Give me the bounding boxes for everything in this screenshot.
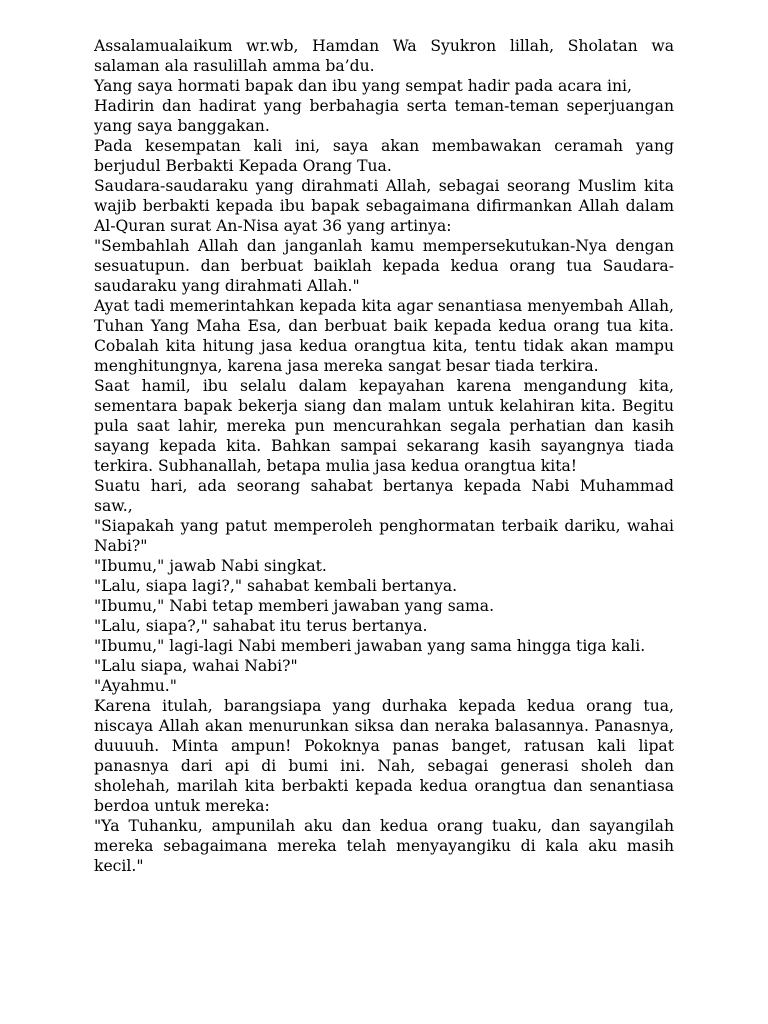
paragraph-honored-guests: Yang saya hormati bapak dan ibu yang sempat hadir pada acara ini, xyxy=(94,77,632,95)
paragraph-dialogue-answer-1: "Ibumu," jawab Nabi singkat. xyxy=(94,557,327,575)
paragraph-obligation: Saudara-saudaraku yang dirahmati Allah, sebagai seorang Muslim kita wajib berbakti kepada ibu bapak sebagaimana difirmankan Allah dalam Al-Quran surat An-Nisa ayat 36 yang artinya: xyxy=(94,177,674,235)
paragraph-verse-explanation: Ayat tadi memerintahkan kepada kita agar senantiasa menyembah Allah, Tuhan Yang Maha Esa, dan berbuat baik kepada kedua orang tua kita. Cobalah kita hitung jasa kedua orangtua kita, tentu tidak akan mampu menghitungnya, karena jasa mereka sangat besar tiada terkira. xyxy=(94,297,674,375)
paragraph-dialogue-question: "Siapakah yang patut memperoleh penghormatan terbaik dariku, wahai Nabi?" xyxy=(94,517,674,555)
paragraph-dialogue-question-3: "Lalu, siapa?," sahabat itu terus bertanya. xyxy=(94,617,428,635)
paragraph-dialogue-answer-3: "Ibumu," lagi-lagi Nabi memberi jawaban yang sama hingga tiga kali. xyxy=(94,637,646,655)
paragraph-prayer: "Ya Tuhanku, ampunilah aku dan kedua orang tuaku, dan sayangilah mereka sebagaimana mereka telah menyayangiku di kala aku masih kecil." xyxy=(94,817,674,875)
paragraph-dialogue-question-4: "Lalu siapa, wahai Nabi?" xyxy=(94,657,298,675)
paragraph-parents-sacrifice: Saat hamil, ibu selalu dalam kepayahan karena mengandung kita, sementara bapak bekerja siang dan malam untuk kelahiran kita. Begitu pula saat lahir, mereka pun mencurahkan segala perhatian dan kasih sayang kepada kita. Bahkan sampai sekarang kasih sayangnya tiada terkira. Subhanallah, betapa mulia jasa kedua orangtua kita! xyxy=(94,377,674,475)
paragraph-story-intro: Suatu hari, ada seorang sahabat bertanya kepada Nabi Muhammad saw., xyxy=(94,477,674,515)
paragraph-audience: Hadirin dan hadirat yang berbahagia serta teman-teman seperjuangan yang saya banggakan. xyxy=(94,97,674,135)
paragraph-dialogue-question-2: "Lalu, siapa lagi?," sahabat kembali bertanya. xyxy=(94,577,458,595)
paragraph-warning: Karena itulah, barangsiapa yang durhaka kepada kedua orang tua, niscaya Allah akan menurunkan siksa dan neraka balasannya. Panasnya, duuuuh. Minta ampun! Pokoknya panas banget, ratusan kali lipat panasnya dari api di bumi ini. Nah, sebagai generasi sholeh dan sholehah, marilah kita berbakti kepada kedua orangtua dan senantiasa berdoa untuk mereka: xyxy=(94,697,674,815)
paragraph-dialogue-answer-2: "Ibumu," Nabi tetap memberi jawaban yang sama. xyxy=(94,597,495,615)
paragraph-greeting: Assalamualaikum wr.wb, Hamdan Wa Syukron lillah, Sholatan wa salaman ala rasulillah amma ba’du. xyxy=(94,37,674,75)
paragraph-dialogue-answer-4: "Ayahmu." xyxy=(94,677,177,695)
document-body xyxy=(94,36,674,876)
paragraph-topic: Pada kesempatan kali ini, saya akan membawakan ceramah yang berjudul Berbakti Kepada Orang Tua. xyxy=(94,137,674,175)
paragraph-verse-quote: "Sembahlah Allah dan janganlah kamu mempersekutukan-Nya dengan sesuatupun. dan berbuat baiklah kepada kedua orang tua Saudara-saudaraku yang dirahmati Allah." xyxy=(94,237,674,295)
